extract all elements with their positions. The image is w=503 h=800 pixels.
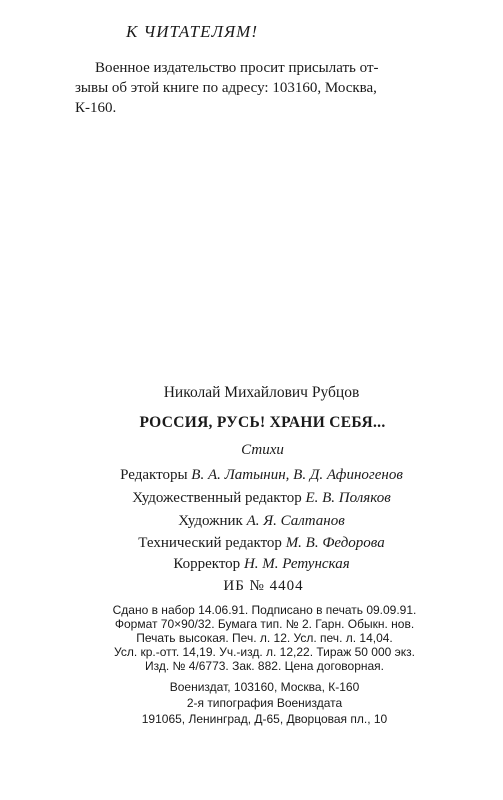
credit-line bbox=[0, 556, 503, 573]
credit-role: Корректор bbox=[173, 556, 241, 572]
notice-line: Военное издательство просит присылать от- bbox=[95, 60, 379, 76]
credit-name: А. Я. Салтанов bbox=[246, 513, 345, 529]
notice-line: зывы об этой книге по адресу: 103160, Москва, bbox=[75, 80, 377, 96]
print-detail-line: Усл. кр.-отт. 14,19. Уч.-изд. л. 12,22. Тираж 50 000 экз. bbox=[114, 645, 415, 659]
book-genre: Стихи bbox=[241, 442, 284, 458]
notice-text bbox=[75, 58, 467, 118]
credit-name: Н. М. Ретунская bbox=[243, 556, 350, 572]
credit-role: Технический редактор bbox=[138, 535, 282, 551]
credit-role: Художник bbox=[178, 513, 243, 529]
author-name: Николай Михайлович Рубцов bbox=[163, 384, 360, 401]
print-detail-line: Сдано в набор 14.06.91. Подписано в печать 09.09.91. bbox=[112, 603, 417, 617]
credit-line bbox=[0, 490, 503, 507]
credit-role: Редакторы bbox=[120, 467, 188, 483]
credit-name: М. В. Федорова bbox=[285, 535, 385, 551]
publisher-line: Воениздат, 103160, Москва, К-160 bbox=[169, 680, 360, 694]
notice-line: К-160. bbox=[75, 100, 117, 116]
credit-name: В. А. Латынин, В. Д. Афиногенов bbox=[191, 467, 403, 483]
publisher-line: 191065, Ленинград, Д-65, Дворцовая пл., 10 bbox=[141, 712, 388, 726]
credit-line bbox=[0, 467, 503, 484]
print-detail-line: Печать высокая. Печ. л. 12. Усл. печ. л. 14,04. bbox=[136, 631, 393, 645]
credit-line bbox=[0, 535, 503, 552]
book-title: РОССИЯ, РУСЬ! ХРАНИ СЕБЯ... bbox=[139, 414, 386, 431]
print-detail-line: Формат 70×90/32. Бумага тип. № 2. Гарн. Обыкн. нов. bbox=[114, 617, 415, 631]
credit-role: Художественный редактор bbox=[132, 490, 302, 506]
credit-name: Е. В. Поляков bbox=[305, 490, 391, 506]
publisher-line: 2-я типография Воениздата bbox=[186, 696, 343, 710]
ib-number: ИБ № 4404 bbox=[223, 578, 304, 594]
print-detail-line: Изд. № 4/6773. Зак. 882. Цена договорная. bbox=[144, 659, 384, 673]
notice-heading: К ЧИТАТЕЛЯМ! bbox=[126, 22, 258, 41]
credit-line bbox=[0, 513, 503, 530]
